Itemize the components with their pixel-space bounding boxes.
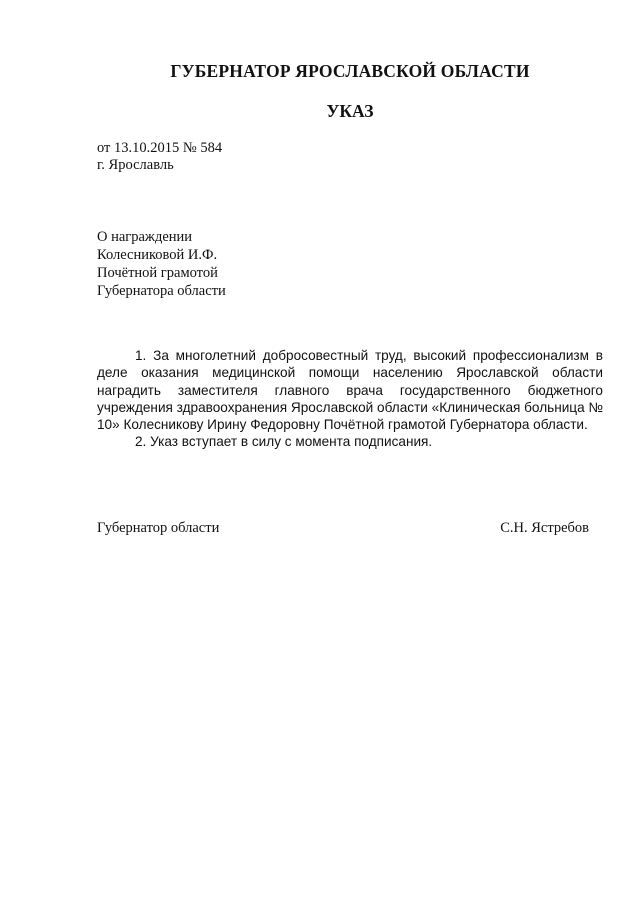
signature-block (97, 520, 589, 537)
body-paragraph-2: 2. Указ вступает в силу с момента подписания. (135, 434, 433, 450)
document-subject (97, 228, 226, 300)
subject-line: Колесниковой И.Ф. (97, 247, 218, 263)
subject-line: О награждении (97, 229, 193, 245)
date-number-line: от 13.10.2015 № 584 (97, 140, 223, 156)
signatory-name: С.Н. Ястребов (500, 520, 589, 536)
document-body (97, 347, 603, 451)
subject-line: Почётной грамотой (97, 265, 218, 281)
document-meta (97, 140, 222, 174)
city-line: г. Ярославль (97, 157, 174, 173)
signatory-position: Губернатор области (97, 520, 220, 536)
body-paragraph-1: 1. За многолетний добросовестный труд, высокий профессионализм в деле оказания медицинской помощи населению Ярославской области наградить заместителя главного врача государственного бюджетного учреждения здравоохранения Ярославской области «Клиническая больница № 10» Колесникову Ирину Федоровну Почётной грамотой Губернатора области. (97, 348, 604, 433)
document-type-title: УКАЗ (326, 101, 374, 121)
subject-line: Губернатора области (97, 283, 226, 299)
authority-title: ГУБЕРНАТОР ЯРОСЛАВСКОЙ ОБЛАСТИ (170, 61, 530, 81)
